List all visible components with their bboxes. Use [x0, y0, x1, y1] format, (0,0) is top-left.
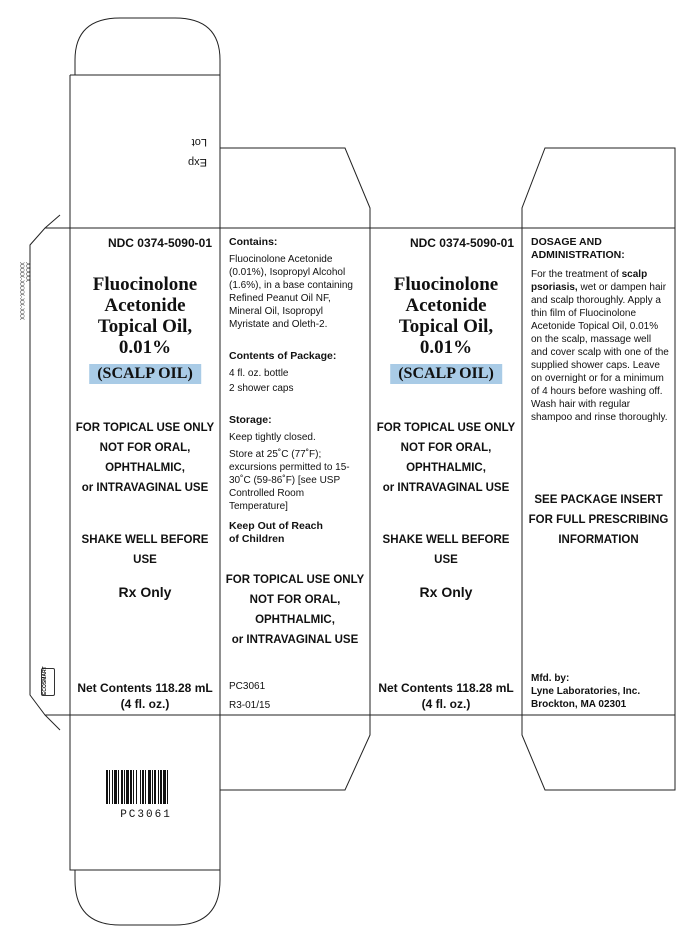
dosage-bold: scalp psoriasis,: [531, 269, 648, 293]
barcode-bar: [109, 770, 110, 804]
side1-warning-line-2: NOT FOR ORAL,: [249, 594, 341, 606]
back-shake: SHAKE WELL BEFORE USE: [382, 534, 510, 566]
contains-heading: Contains:: [229, 236, 278, 248]
insert-line-1: SEE PACKAGE INSERT: [534, 494, 663, 506]
front-warning-line-1: FOR TOPICAL USE ONLY: [75, 422, 215, 434]
barcode-bar: [124, 770, 125, 804]
barcode-bar: [121, 770, 123, 804]
dosage-text: [531, 268, 669, 424]
barcode-bar: [167, 770, 168, 804]
lot-label: Lot: [191, 136, 207, 148]
mfd-line-2: Lyne Laboratories, Inc.: [531, 686, 641, 697]
contains-section: [229, 236, 364, 331]
front-shake: SHAKE WELL BEFORE USE: [81, 534, 209, 566]
barcode-bar: [142, 770, 144, 804]
side-panel-dosage: [522, 228, 675, 715]
back-warning-line-3: OPHTHALMIC,: [406, 462, 486, 474]
barcode-bar: [148, 770, 151, 804]
children-line-1: Keep Out of Reach: [229, 520, 323, 532]
back-net-contents: [370, 680, 522, 712]
barcode-bar: [152, 770, 153, 804]
front-net-line-1: Net Contents 118.28 mL: [77, 681, 213, 695]
children-line-2: of Children: [229, 533, 285, 545]
side1-warning-line-4: or INTRAVAGINAL USE: [231, 634, 359, 646]
exp-label: Exp: [188, 156, 207, 168]
back-ndc: NDC 0374-5090-01: [409, 236, 514, 250]
dosage-heading-line-2: ADMINISTRATION:: [531, 249, 625, 261]
ecosmart-logo: [41, 668, 55, 696]
mfd-line-1: Mfd. by:: [531, 673, 570, 684]
barcode-bar: [136, 770, 137, 804]
barcode-bar: [112, 770, 113, 804]
glue-code-1: XXXXX: [24, 262, 30, 283]
lot-exp-area: [188, 136, 207, 168]
front-warning-line-3: OPHTHALMIC,: [105, 462, 185, 474]
front-title-line-2: Acetonide: [104, 295, 186, 316]
dosage-heading-line-1: DOSAGE AND: [531, 236, 602, 248]
barcode-bar: [130, 770, 132, 804]
back-title-line-1: Fluocinolone: [393, 274, 499, 295]
front-title: [70, 274, 220, 358]
package-line-1: 4 fl. oz. bottle: [229, 368, 289, 379]
side1-warning-line-1: FOR TOPICAL USE ONLY: [225, 574, 365, 586]
back-warning-line-4: or INTRAVAGINAL USE: [382, 482, 510, 494]
glue-flap-codes: [18, 262, 30, 320]
front-title-line-4: 0.01%: [118, 337, 172, 358]
storage-line-1: Keep tightly closed.: [229, 432, 316, 443]
barcode-bar: [140, 770, 141, 804]
barcode-bar: [158, 770, 159, 804]
back-rx-only: Rx Only: [419, 584, 473, 600]
dosage-intro: For the treatment of: [531, 269, 619, 280]
front-panel: [70, 228, 220, 715]
back-title-line-4: 0.01%: [419, 337, 473, 358]
barcode-text: PC3061: [120, 809, 172, 821]
side1-warning: [220, 570, 370, 650]
back-net-line-1: Net Contents 118.28 mL: [378, 681, 514, 695]
storage-line-2: Store at 25˚C (77˚F); excursions permitted to 15-30˚C (59-86˚F) [see USP Controlled Room Temperature]: [229, 449, 350, 512]
manufacturer: [531, 672, 669, 711]
mfd-line-3: Brockton, MA 02301: [531, 699, 627, 710]
front-warning: [70, 418, 220, 498]
storage-heading: Storage:: [229, 414, 272, 426]
back-net-line-2: (4 fl. oz.): [421, 697, 471, 711]
children-section: [229, 520, 364, 546]
front-warning-line-4: or INTRAVAGINAL USE: [81, 482, 209, 494]
barcode-bar: [118, 770, 119, 804]
back-title-line-3: Topical Oil,: [398, 316, 494, 337]
barcode-bar: [145, 770, 146, 804]
side1-codes: [229, 680, 364, 712]
barcode-bar: [160, 770, 162, 804]
barcode-bar: [126, 770, 129, 804]
barcode-bar: [163, 770, 166, 804]
front-net-line-2: (4 fl. oz.): [120, 697, 170, 711]
front-title-line-3: Topical Oil,: [97, 316, 193, 337]
insert-line-3: INFORMATION: [558, 534, 639, 546]
storage-section: [229, 414, 364, 513]
front-scalp-oil-badge: (SCALP OIL): [89, 364, 201, 384]
barcode-bar: [154, 770, 156, 804]
front-warning-line-2: NOT FOR ORAL,: [99, 442, 191, 454]
glue-code-2: XXXX-XXXX-XX-XXX: [18, 262, 24, 321]
barcode-bar: [106, 770, 108, 804]
dosage-section: [531, 236, 669, 424]
contains-text: Fluocinolone Acetonide (0.01%), Isopropyl Alcohol (1.6%), in a base containing Refined Peanut Oil NF, Mineral Oil, Isopropyl Myristate and Oleth-2.: [229, 254, 353, 330]
back-warning: [370, 418, 522, 498]
back-warning-line-2: NOT FOR ORAL,: [400, 442, 492, 454]
side1-warning-line-3: OPHTHALMIC,: [255, 614, 335, 626]
front-net-contents: [70, 680, 220, 712]
back-panel: [370, 228, 522, 715]
barcode: [106, 770, 186, 821]
product-code: PC3061: [229, 681, 266, 692]
package-section: [229, 350, 364, 395]
package-line-2: 2 shower caps: [229, 383, 294, 394]
dosage-rest: wet or dampen hair and scalp thoroughly. Apply a thin film of Fluocinolone Acetonide Topical Oil, 0.01% on the scalp, massage well and cover scalp with one of the supplied shower caps. Leave on overnight or for a minimum of 4 hours before washing off. Wash hair with regular shampoo and rinse thoroughly.: [531, 282, 669, 423]
ecosmart-logo-text: ECOSMART: [42, 666, 48, 695]
back-title-line-2: Acetonide: [405, 295, 487, 316]
side-panel-ingredients: [220, 228, 370, 715]
insert-line-2: FOR FULL PRESCRIBING: [528, 514, 669, 526]
front-ndc: NDC 0374-5090-01: [107, 236, 212, 250]
package-insert-note: [522, 490, 675, 550]
barcode-bars: [106, 770, 186, 804]
back-scalp-oil-badge: (SCALP OIL): [390, 364, 502, 384]
revision-code: R3-01/15: [229, 700, 271, 711]
barcode-bar: [133, 770, 134, 804]
back-title: [370, 274, 522, 358]
front-rx-only: Rx Only: [118, 584, 172, 600]
package-heading: Contents of Package:: [229, 350, 337, 362]
front-title-line-1: Fluocinolone: [92, 274, 198, 295]
barcode-bar: [114, 770, 117, 804]
back-warning-line-1: FOR TOPICAL USE ONLY: [376, 422, 516, 434]
